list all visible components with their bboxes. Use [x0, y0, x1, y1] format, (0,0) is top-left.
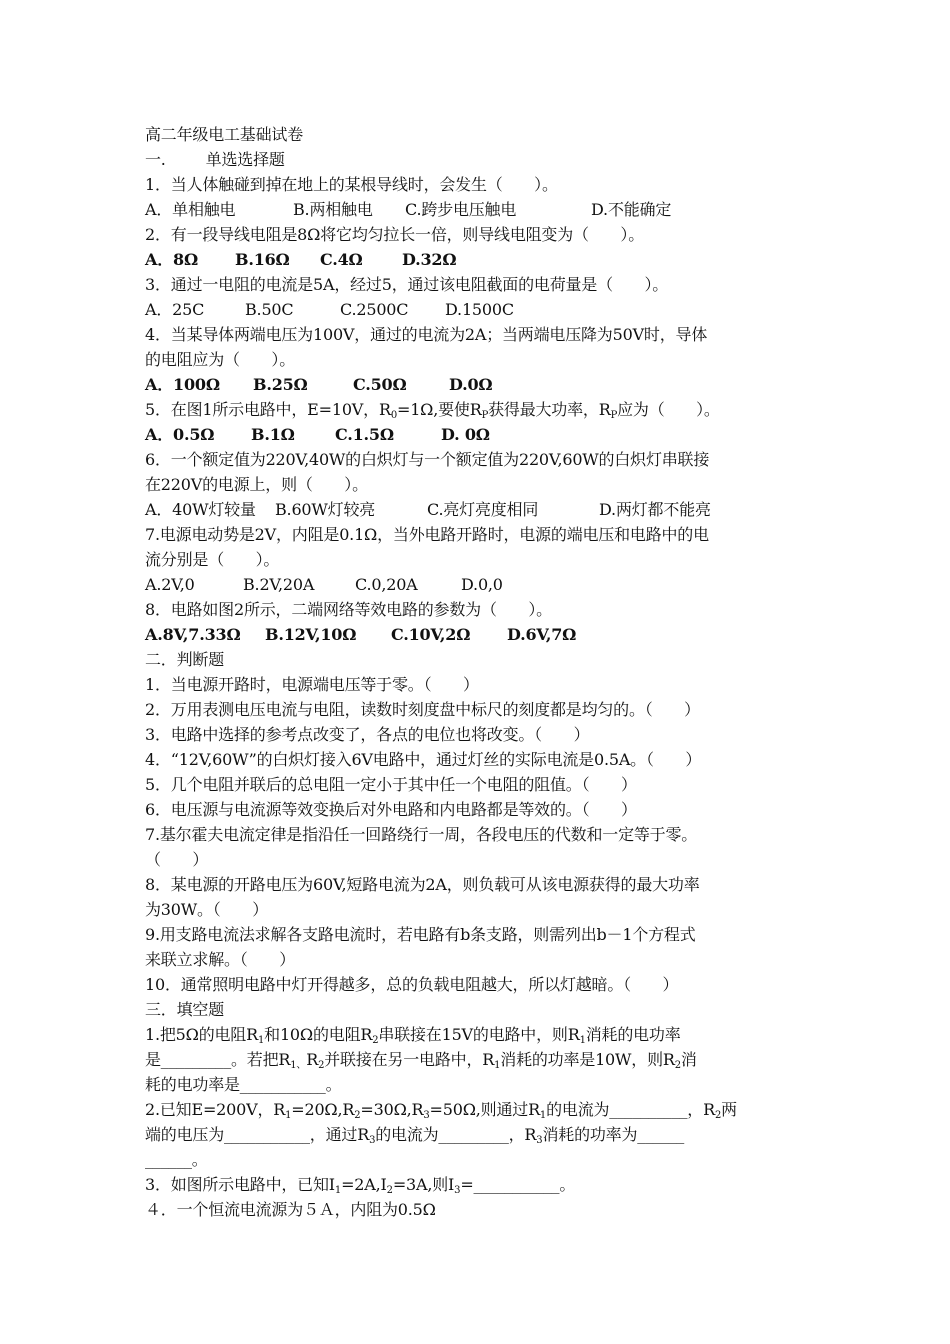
judge-item-5: 5．几个电阻并联后的总电阻一定小于其中任一个电阻的阻值。（ ） [145, 775, 637, 794]
option-a: A．0.5Ω [145, 425, 215, 444]
option-b: B.60W灯较亮 [275, 500, 376, 519]
judge-item-2: 2．万用表测电压电流与电阻，读数时刻度盘中标尺的刻度都是均匀的。（ ） [145, 700, 700, 719]
question-4-line-1: 4．当某导体两端电压为100V，通过的电流为2A；当两端电压降为50V时，导体 [145, 325, 708, 344]
option-d: D.0Ω [449, 375, 493, 394]
judge-item-8-line-1: 8．某电源的开路电压为60V,短路电流为2A，则负载可从该电源获得的最大功率 [145, 875, 700, 894]
question-5-options [145, 423, 490, 447]
option-b: B.1Ω [251, 425, 295, 444]
option-d: D.6V,7Ω [507, 625, 577, 644]
judge-item-8-line-2: 为30W。（ ） [145, 900, 269, 919]
question-5-text: 5．在图1所示电路中，E=10V，$R_0=1\Omega$,要使$R_P$获得最大功率，$R_P$应为（ ）。 [145, 400, 720, 421]
fill-item-2-line-2: 端的电压为___________，通过$R_3$的电流为_________，$R_3$消耗的功率为______ [145, 1125, 685, 1146]
option-a: A．25C [145, 300, 205, 319]
question-3-text: 3．通过一电阻的电流是5A，经过5，通过该电阻截面的电荷量是（ ）。 [145, 275, 669, 294]
option-c: C.50Ω [353, 375, 407, 394]
option-c: C.跨步电压触电 [405, 200, 517, 219]
option-d: D. 0Ω [441, 425, 490, 444]
option-a: A.2V,0 [145, 575, 195, 594]
question-1-options [145, 198, 671, 222]
option-c: C.0,20A [355, 575, 418, 594]
question-4-options [145, 373, 492, 397]
question-6-line-2: 在220V的电源上，则（ ）。 [145, 475, 368, 494]
fill-item-1-line-3: 耗的电功率是___________。 [145, 1075, 342, 1094]
section-3-heading: 三．填空题 [145, 1000, 225, 1019]
question-2-text: 2．有一段导线电阻是8Ω将它均匀拉长一倍，则导线电阻变为（ ）。 [145, 225, 645, 244]
question-7-options [145, 573, 503, 597]
fill-item-1-line-1: 1.把5Ω的电阻$R_1$和10Ω的电阻$R_2$串联接在15V的电路中，则$R_1$消耗的电功率 [145, 1025, 681, 1046]
question-7-line-2: 流分别是（ ）。 [145, 550, 280, 569]
option-c: C.10V,2Ω [391, 625, 471, 644]
question-1-text: 1．当人体触碰到掉在地上的某根导线时，会发生（ ）。 [145, 175, 558, 194]
option-d: D.32Ω [402, 250, 457, 269]
judge-item-9-line-1: 9.用支路电流法求解各支路电流时，若电路有b条支路，则需列出b－1个方程式 [145, 925, 696, 944]
option-a: A．8Ω [145, 250, 198, 269]
option-c: C.亮灯亮度相同 [427, 500, 539, 519]
option-b: B.两相触电 [293, 200, 373, 219]
question-3-options [145, 298, 514, 322]
judge-item-10: 10．通常照明电路中灯开得越多，总的负载电阻越大，所以灯越暗。（ ） [145, 975, 679, 994]
option-a: A.8V,7.33Ω [145, 625, 241, 644]
option-c: C.1.5Ω [335, 425, 394, 444]
option-d: D.两灯都不能亮 [599, 500, 711, 519]
fill-item-2-line-1: 2.已知E=200V，$R_1=20\Omega,R_2=30\Omega,R_3=50\Omega$,则通过$R_1$的电流为__________，$R_2$两 [145, 1100, 737, 1121]
section-1-number: 一. [145, 150, 166, 169]
fill-item-1-line-2: 是_________。若把$R_{1、}R_2$并联接在另一电路中，$R_1$消耗的功率是10W，则$R_2$消 [145, 1050, 697, 1071]
page-title: 高二年级电工基础试卷 [145, 125, 304, 144]
option-c: C.4Ω [320, 250, 363, 269]
question-6-line-1: 6．一个额定值为220V,40W的白炽灯与一个额定值为220V,60W的白炽灯串联接 [145, 450, 710, 469]
judge-item-6: 6．电压源与电流源等效变换后对外电路和内电路都是等效的。（ ） [145, 800, 637, 819]
option-a: A．100Ω [145, 375, 220, 394]
option-b: B.2V,20A [243, 575, 315, 594]
question-7-line-1: 7.电源电动势是2V，内阻是0.1Ω，当外电路开路时，电源的端电压和电路中的电 [145, 525, 709, 544]
question-6-options [145, 498, 711, 522]
option-b: B.50C [245, 300, 294, 319]
option-d: D.不能确定 [591, 200, 672, 219]
judge-item-9-line-2: 来联立求解。（ ） [145, 950, 296, 969]
judge-item-7-line-1: 7.基尔霍夫电流定律是指沿任一回路绕行一周，各段电压的代数和一定等于零。 [145, 825, 698, 844]
fill-item-3: 3．如图所示电路中，已知$I_1=2A,I_2=3A$,则$I_3=\_\_\_\_\_\_\_\_\_\_\_$。 [145, 1175, 576, 1196]
option-b: B.25Ω [253, 375, 308, 394]
section-1-label: 单选选择题 [205, 150, 285, 169]
question-2-options [145, 248, 456, 272]
judge-item-1: 1．当电源开路时，电源端电压等于零。（ ） [145, 675, 479, 694]
question-8-options [145, 623, 576, 647]
judge-item-4: 4．“12V,60W”的白炽灯接入6V电路中，通过灯丝的实际电流是0.5A。（ ） [145, 750, 702, 769]
option-b: B.16Ω [235, 250, 290, 269]
section-1-heading [145, 148, 285, 172]
judge-item-7-line-2: （ ） [145, 850, 209, 869]
judge-item-3: 3．电路中选择的参考点改变了，各点的电位也将改变。（ ） [145, 725, 590, 744]
option-d: D.0,0 [461, 575, 503, 594]
option-b: B.12V,10Ω [265, 625, 357, 644]
option-a: A．40W灯较量 [145, 500, 256, 519]
question-8-text: 8．电路如图2所示，二端网络等效电路的参数为（ ）。 [145, 600, 552, 619]
option-c: C.2500C [340, 300, 409, 319]
option-a: A．单相触电 [145, 200, 236, 219]
fill-item-2-line-3: ______。 [145, 1150, 208, 1169]
option-d: D.1500C [445, 300, 514, 319]
question-4-line-2: 的电阻应为（ ）。 [145, 350, 296, 369]
fill-item-4: ４．一个恒流电流源为５Ａ，内阻为0.5Ω [145, 1200, 436, 1219]
section-2-heading: 二．判断题 [145, 650, 225, 669]
